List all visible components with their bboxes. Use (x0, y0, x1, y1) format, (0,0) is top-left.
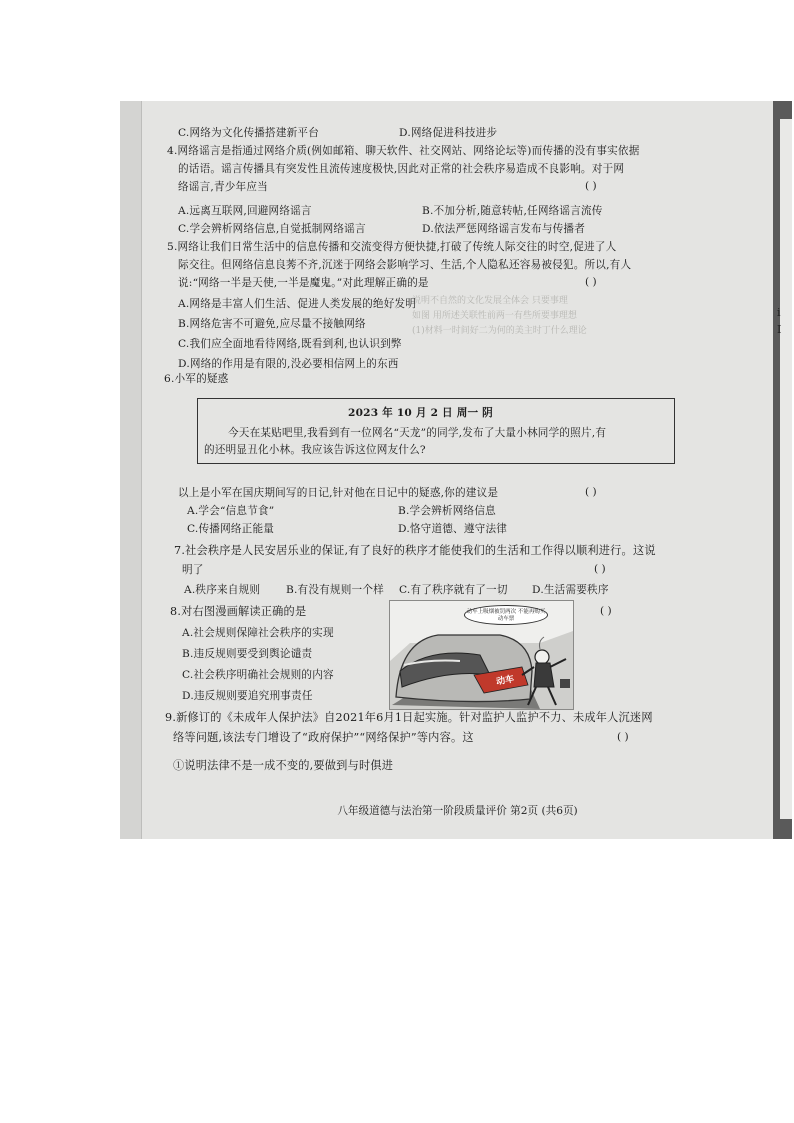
show-through-text: 如图 用所述关联性前两一有些所要事理想 (412, 311, 577, 321)
answer-paren: ( ) (585, 486, 597, 498)
q6-option-a: A.学会“信息节食” (187, 505, 275, 517)
q8-option-d: D.违反规则要追究刑事责任 (182, 690, 313, 702)
q7-option-c: C.有了秩序就有了一切 (399, 584, 508, 596)
q5-option-b: B.网络危害不可避免,应尽量不接触网络 (178, 318, 366, 330)
page-footer: 八年级道德与法治第一阶段质量评价 第2页 (共6页) (337, 805, 578, 817)
q5-stem: 说:“网络一半是天使,一半是魔鬼。”对此理解正确的是 (178, 277, 429, 289)
q5-option-c: C.我们应全面地看待网络,既看到利,也认识到弊 (178, 338, 402, 350)
q6-option-c: C.传播网络正能量 (187, 523, 275, 535)
q7-stem: 7.社会秩序是人民安居乐业的保证,有了良好的秩序才能使我们的生活和工作得以顺利进行。这说 (174, 544, 656, 557)
q6-title: 6.小军的疑惑 (164, 373, 229, 385)
q7-option-d: D.生活需要秩序 (532, 584, 609, 596)
q6-option-b: B.学会辨析网络信息 (398, 505, 496, 517)
answer-paren: ( ) (594, 563, 606, 575)
q8-title: 8.对右图漫画解读正确的是 (170, 605, 307, 618)
q8-option-b: B.违反规则要受到舆论谴责 (182, 648, 313, 660)
speech-bubble: 动车上吸烟被罚两次 不能再购买动车票 (464, 605, 548, 625)
answer-paren: ( ) (585, 276, 597, 288)
edge-mark: i (777, 306, 781, 319)
show-through-text: 说明不自然的文化发展全体会 只要事理 (412, 296, 568, 306)
answer-paren: ( ) (617, 731, 629, 743)
diary-box (197, 398, 675, 464)
q8-option-c: C.社会秩序明确社会规则的内容 (182, 669, 334, 681)
q4-option-c: C.学会辨析网络信息,自觉抵制网络谣言 (178, 223, 366, 235)
q3-option-d: D.网络促进科技进步 (399, 127, 498, 139)
q5-option-a: A.网络是丰富人们生活、促进人类发展的绝好发明 (178, 298, 417, 310)
q9-stem: 9.新修订的《未成年人保护法》自2021年6月1日起实施。针对监护人监护不力、未成年人沉迷网 (165, 711, 653, 724)
q6-stem: 以上是小军在国庆期间写的日记,针对他在日记中的疑惑,你的建议是 (178, 487, 499, 499)
q9-statement-1: ①说明法律不是一成不变的,要做到与时俱进 (173, 759, 394, 772)
q5-stem: 际交往。但网络信息良莠不齐,沉迷于网络会影响学习、生活,个人隐私还容易被侵犯。所以,有人 (178, 259, 632, 271)
q7-stem: 明了 (182, 564, 204, 576)
diary-text: 的还明显丑化小林。我应该告诉这位网友什么? (204, 444, 426, 456)
adjacent-page-edge (772, 101, 792, 839)
q6-option-d: D.恪守道德、遵守法律 (398, 523, 508, 535)
q4-option-a: A.远离互联网,回避网络谣言 (178, 205, 312, 217)
q7-option-b: B.有没有规则一个样 (286, 584, 384, 596)
q4-stem: 的话语。谣言传播具有突发性且流传速度极快,因此对正常的社会秩序易造成不良影响。对于网 (178, 163, 625, 175)
q7-option-a: A.秩序来自规则 (184, 584, 261, 596)
q4-option-d: D.依法严惩网络谣言发布与传播者 (422, 223, 585, 235)
q5-stem: 5.网络让我们日常生活中的信息传播和交流变得方便快捷,打破了传统人际交往的时空,促进了人 (167, 241, 617, 253)
q3-option-c: C.网络为文化传播搭建新平台 (178, 127, 320, 139)
answer-paren: ( ) (600, 605, 612, 617)
answer-paren: ( ) (585, 180, 597, 192)
scanned-photo (120, 101, 782, 839)
diary-text: 今天在某贴吧里,我看到有一位网名“天龙”的同学,发布了大量小林同学的照片,有 (228, 427, 607, 439)
q4-stem: 4.网络谣言是指通过网络介质(例如邮箱、聊天软件、社交网站、网络论坛等)而传播的没有事实依据 (167, 145, 640, 157)
q8-option-a: A.社会规则保障社会秩序的实现 (182, 627, 334, 639)
train-label: 动车 (495, 674, 516, 688)
q5-option-d: D.网络的作用是有限的,没必要相信网上的东西 (178, 358, 399, 370)
edge-mark: I (777, 323, 782, 336)
show-through-text: (1)材料一时间好二为何的美主时丁什么理论 (412, 326, 587, 336)
diary-date: 2023 年 10 月 2 日 周一 阴 (348, 407, 493, 419)
q9-stem: 络等问题,该法专门增设了“政府保护”“网络保护”等内容。这 (173, 731, 474, 744)
q4-stem: 络谣言,青少年应当 (178, 181, 268, 193)
train-cartoon (389, 600, 574, 710)
exam-page (141, 101, 773, 839)
q4-option-b: B.不加分析,随意转帖,任网络谣言流传 (422, 205, 603, 217)
